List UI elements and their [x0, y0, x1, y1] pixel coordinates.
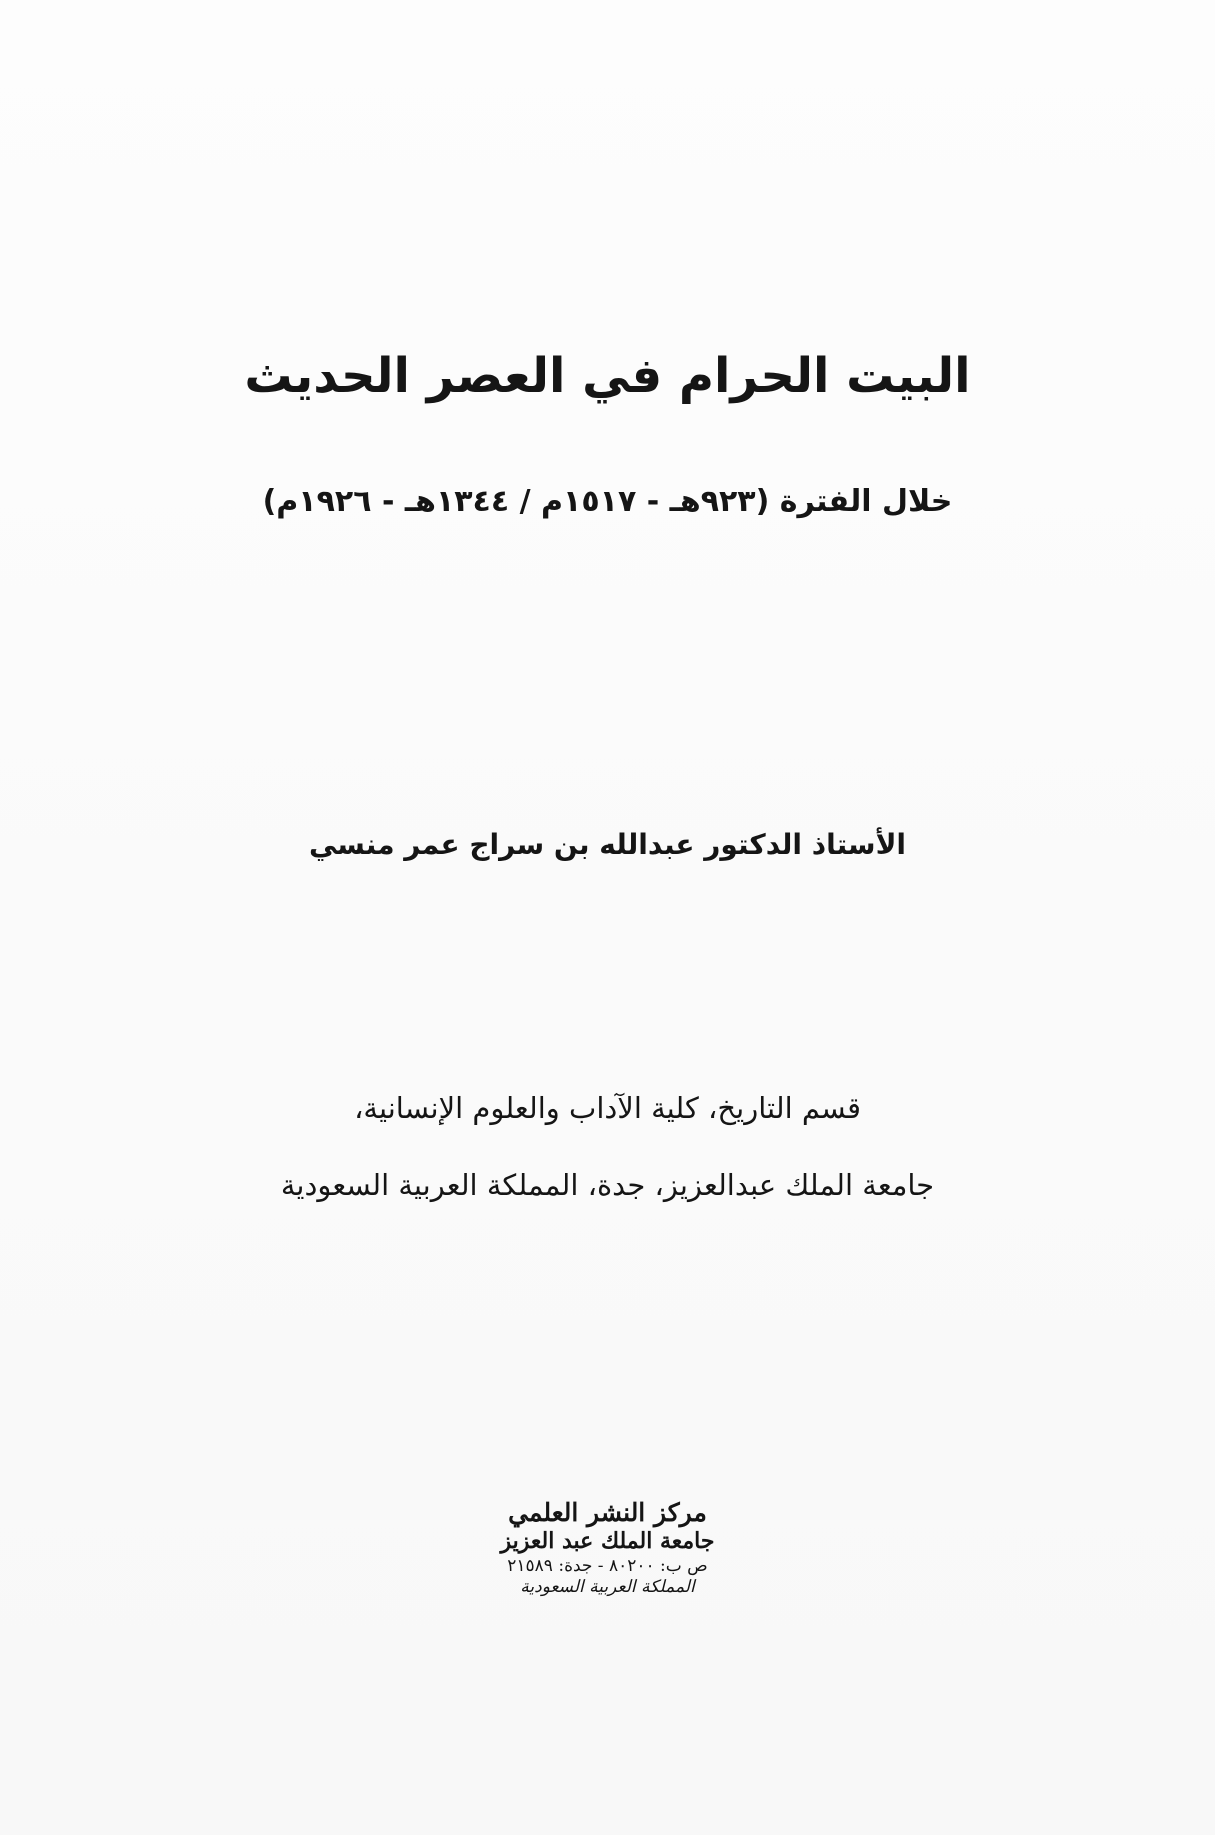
publisher-university: جامعة الملك عبد العزيز	[500, 1528, 715, 1555]
publisher-stamp	[0, 1497, 1215, 1598]
affiliation-university: جامعة الملك عبدالعزيز، جدة، المملكة العربية السعودية	[280, 1168, 935, 1202]
publisher-name: مركز النشر العلمي	[508, 1498, 707, 1527]
book-title: البيت الحرام في العصر الحديث	[244, 348, 971, 404]
affiliation-department: قسم التاريخ، كلية الآداب والعلوم الإنسانية،	[354, 1091, 861, 1125]
author-name: الأستاذ الدكتور عبدالله بن سراج عمر منسي	[308, 828, 907, 861]
publisher-country: المملكة العربية السعودية	[520, 1577, 695, 1597]
publisher-address: ص ب: ٨٠٢٠٠ - جدة: ٢١٥٨٩	[507, 1555, 708, 1576]
book-subtitle-period: خلال الفترة (٩٢٣هـ - ١٥١٧م / ١٣٤٤هـ - ١٩٢٦م)	[262, 484, 953, 519]
